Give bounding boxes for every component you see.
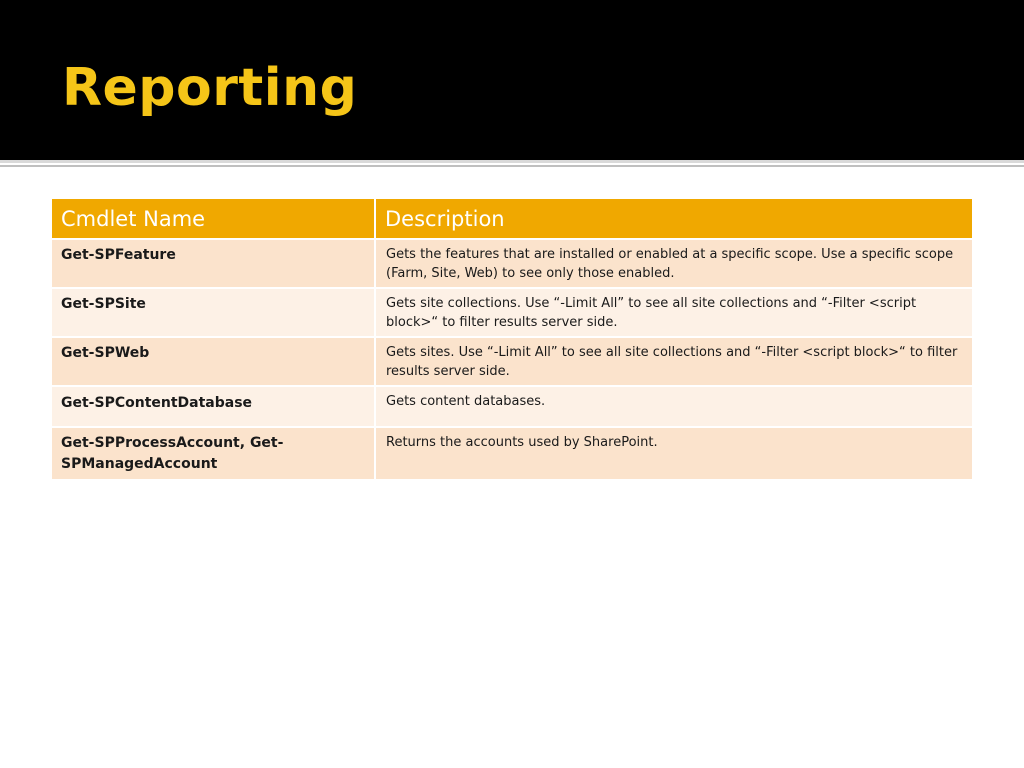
cmdlet-description: Gets content databases. — [375, 386, 972, 427]
table-row — [52, 239, 972, 288]
table-row — [52, 337, 972, 386]
cmdlet-table — [52, 199, 972, 481]
cmdlet-name: Get-SPContentDatabase — [52, 386, 375, 427]
table-row — [52, 288, 972, 337]
cmdlet-description: Returns the accounts used by SharePoint. — [375, 427, 972, 480]
column-header-cmdlet-name: Cmdlet Name — [52, 199, 375, 239]
table-header-row — [52, 199, 972, 239]
cmdlet-name: Get-SPSite — [52, 288, 375, 337]
cmdlet-description: Gets the features that are installed or enabled at a specific scope. Use a specific scope (Farm, Site, Web) to see only those enabled. — [375, 239, 972, 288]
title-bar — [0, 0, 1024, 160]
slide-title: Reporting — [62, 58, 358, 118]
cmdlet-name: Get-SPWeb — [52, 337, 375, 386]
cmdlet-name: Get-SPProcessAccount, Get-SPManagedAccount — [52, 427, 375, 480]
divider-line — [0, 160, 1024, 163]
cmdlet-description: Gets sites. Use “-Limit All” to see all site collections and “-Filter <script block>“ to filter results server side. — [375, 337, 972, 386]
column-header-description: Description — [375, 199, 972, 239]
cmdlet-description: Gets site collections. Use “-Limit All” to see all site collections and “-Filter <script block>“ to filter results server side. — [375, 288, 972, 337]
cmdlet-name: Get-SPFeature — [52, 239, 375, 288]
divider-line-secondary — [0, 165, 1024, 167]
table-row — [52, 427, 972, 480]
table-row — [52, 386, 972, 427]
